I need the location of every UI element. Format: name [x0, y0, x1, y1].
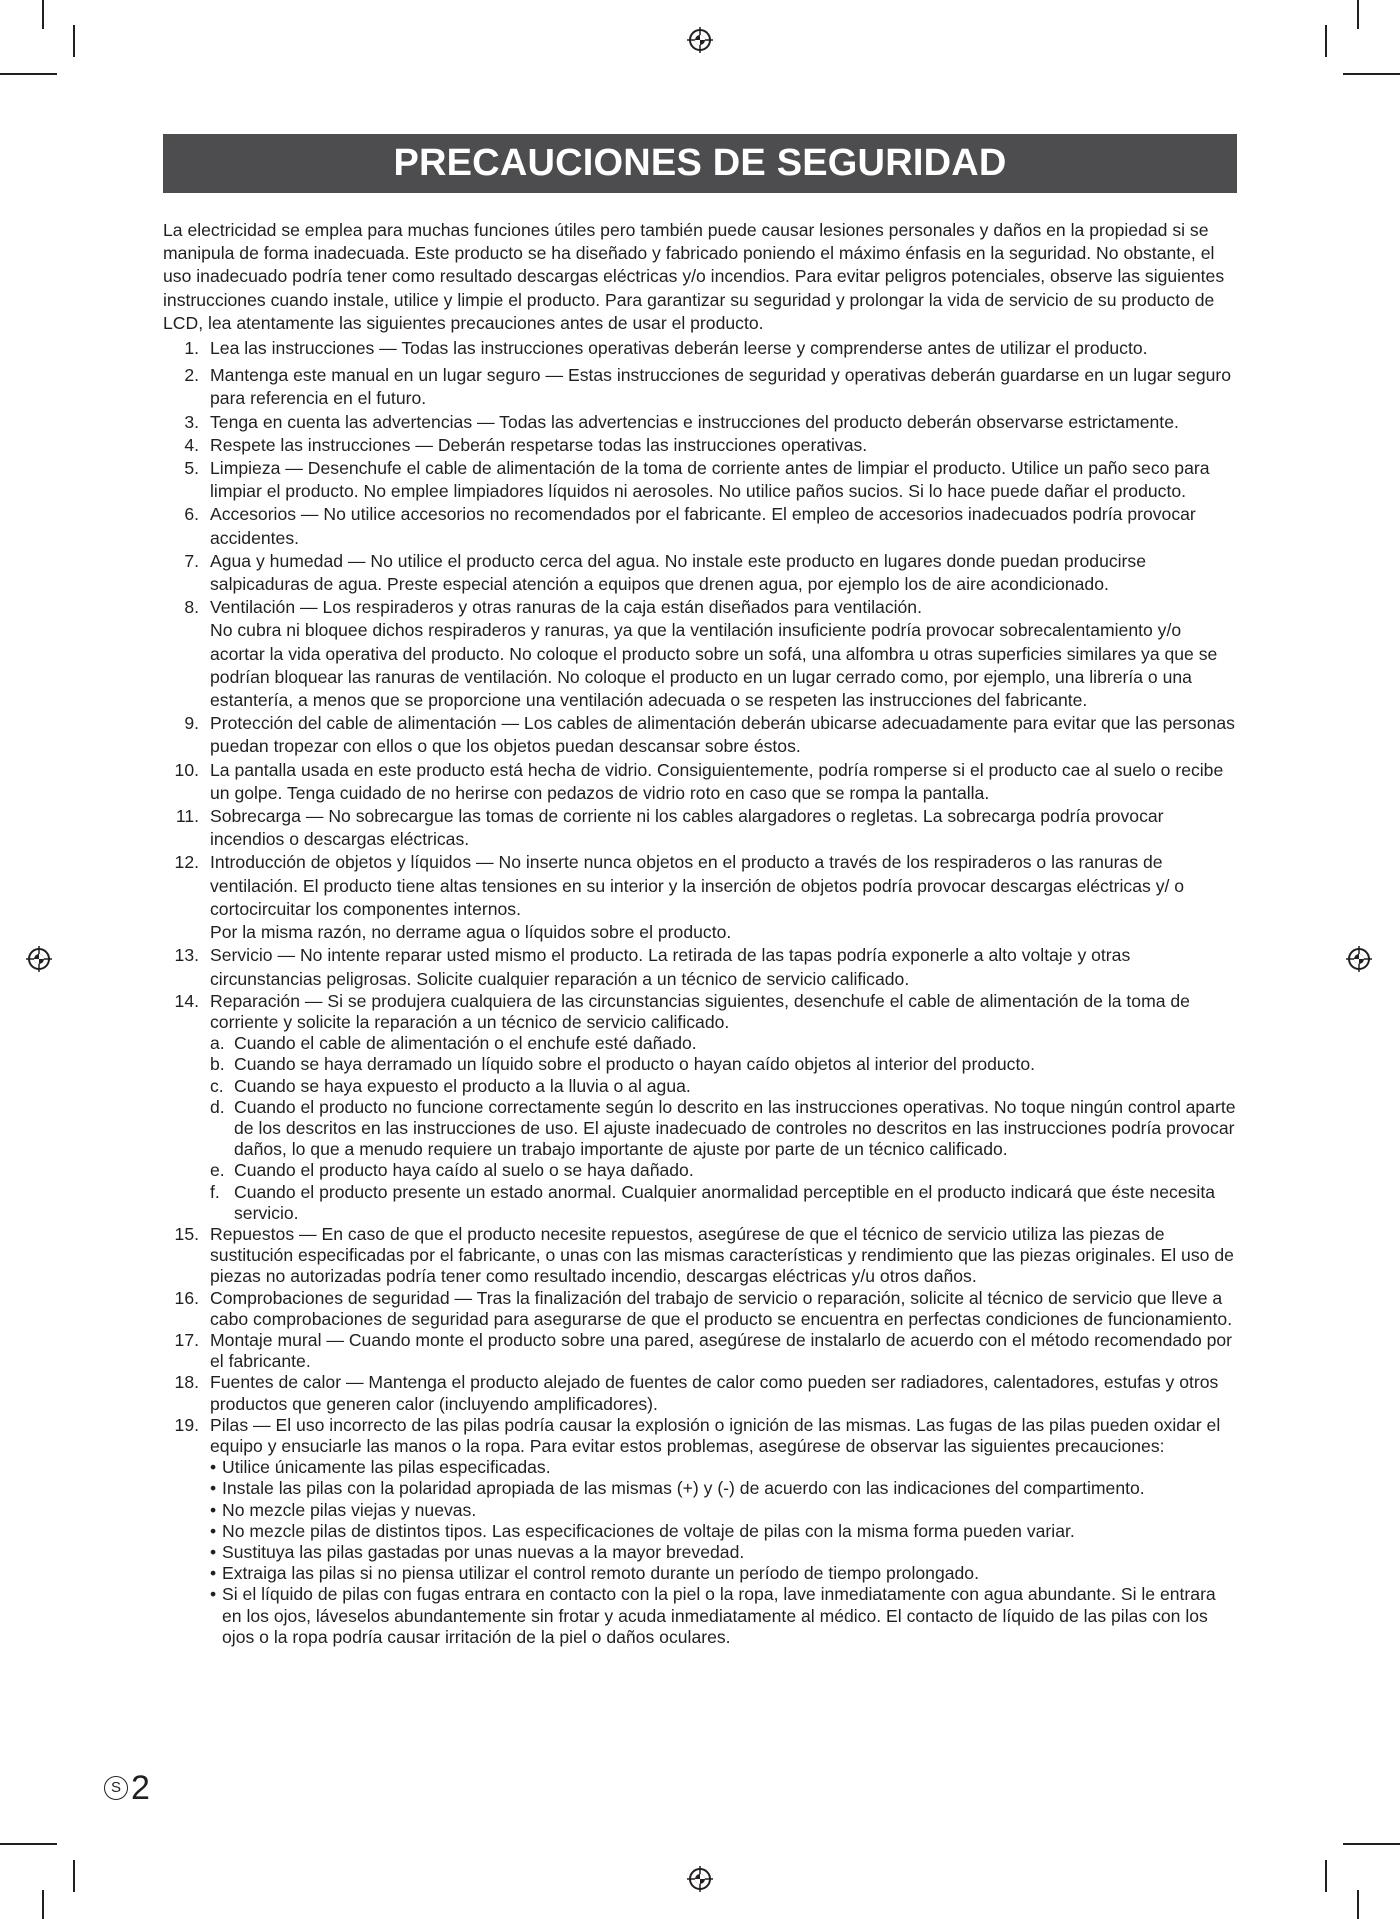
item-text-continued: No cubra ni bloquee dichos respiraderos y ranuras, ya que la ventilación insuficiente podría provocar sobrecalentamiento y/o acortar la vida operativa del producto. No coloque el producto sobre un sofá, una alfombra u otras superficies similares ya que se podrían bloquear las ranuras de ventilación. No coloque el producto en un lugar cerrado como, por ejemplo, una librería o una estantería, a menos que se proporcione una ventilación adecuada o se respeten las instrucciones del fabricante.	[210, 620, 1218, 711]
list-item	[163, 1372, 1239, 1414]
list-item	[163, 1415, 1239, 1648]
bullet-text: Si el líquido de pilas con fugas entrara en contacto con la piel o la ropa, lave inmediatamente con agua abundante. Si le entrara en los ojos, láveselos abundantemente sin frotar y acuda inmediatamente al médico. El contacto de líquido de las pilas con los ojos o la ropa podría causar irritación de la piel o daños oculares.	[222, 1584, 1216, 1647]
bullet-item	[210, 1457, 1239, 1478]
bullet-dot: •	[210, 1457, 217, 1478]
item-text: Pilas — El uso incorrecto de las pilas podría causar la explosión o ignición de las mismas. Las fugas de las pilas pueden oxidar el equipo y ensuciarle las manos o la ropa. Para evitar estos problemas, asegúrese de observar las siguientes precauciones:	[210, 1414, 1221, 1456]
sub-text: Cuando se haya derramado un líquido sobre el producto o hayan caído objetos al interior del producto.	[234, 1054, 1036, 1075]
bullet-text: Extraiga las pilas si no piensa utilizar el control remoto durante un período de tiempo prolongado.	[222, 1563, 979, 1584]
language-badge: S	[104, 1776, 128, 1800]
bullet-text: Sustituya las pilas gastadas por unas nuevas a la mayor brevedad.	[222, 1541, 745, 1562]
item-text: Agua y humedad — No utilice el producto cerca del agua. No instale este producto en lugares donde puedan producirse salpicaduras de agua. Preste especial atención a equipos que drenen agua, por ejemplo los de aire acondicionado.	[210, 550, 1146, 595]
item-number: 15.	[174, 1223, 199, 1244]
item-text: Fuentes de calor — Mantenga el producto alejado de fuentes de calor como pueden ser radiadores, calentadores, estufas y otros productos que generen calor (incluyendo amplificadores).	[210, 1372, 1219, 1414]
item-number: 3.	[184, 411, 199, 432]
bullet-dot: •	[210, 1563, 217, 1584]
item-text: Sobrecarga — No sobrecargue las tomas de corriente ni los cables alargadores o regletas. La sobrecarga podría provocar incendios o descargas eléctricas.	[210, 806, 1164, 850]
list-item	[163, 457, 1239, 503]
sub-item	[210, 1097, 1239, 1161]
crop-mark	[1357, 1890, 1359, 1919]
item-text: Introducción de objetos y líquidos — No inserte nunca objetos en el producto a través de los respiraderos o las ranuras de ventilación. El producto tiene altas tensiones en su interior y la inserción de objetos podría provocar descargas eléctricas y/ o cortocircuitar los componentes internos.	[210, 852, 1185, 919]
bullet-text: No mezcle pilas viejas y nuevas.	[222, 1499, 477, 1520]
bullet-dot: •	[210, 1478, 217, 1499]
bullet-item	[210, 1542, 1239, 1563]
item-text: Protección del cable de alimentación — Los cables de alimentación deberán ubicarse adecuadamente para evitar que las personas puedan tropezar con ellos o que los objetos puedan descansar sobre éstos.	[210, 713, 1235, 757]
sub-item	[210, 1054, 1239, 1075]
sub-letter: b.	[210, 1054, 225, 1075]
sub-item	[210, 1033, 1239, 1054]
bullet-item	[210, 1584, 1239, 1648]
bullet-dot: •	[210, 1499, 217, 1520]
bullet-dot: •	[210, 1520, 217, 1541]
list-item	[163, 550, 1239, 596]
item-text: Accesorios — No utilice accesorios no recomendados por el fabricante. El empleo de accesorios inadecuados podría provocar accidentes.	[210, 504, 1196, 548]
safety-content	[163, 219, 1239, 1648]
item-text-continued: Por la misma razón, no derrame agua o líquidos sobre el producto.	[210, 922, 732, 943]
item-number: 18.	[174, 1372, 199, 1393]
item-number: 10.	[174, 759, 199, 780]
list-item	[163, 1288, 1239, 1330]
list-item	[163, 434, 1239, 457]
item-text: Comprobaciones de seguridad — Tras la finalización del trabajo de servicio o reparación, solicite al técnico de servicio que lleve a cabo comprobaciones de seguridad para asegurarse de que el producto se encuentra en perfectas condiciones de funcionamiento.	[210, 1287, 1233, 1329]
sub-letter: f.	[210, 1181, 220, 1202]
compact-section	[163, 991, 1239, 1648]
item-text: Limpieza — Desenchufe el cable de alimentación de la toma de corriente antes de limpiar el producto. Utilice un paño seco para limpiar el producto. No emplee limpiadores líquidos ni aerosoles. No utilice paños sucios. Si lo hace puede dañar el producto.	[210, 458, 1210, 502]
sub-item	[210, 1076, 1239, 1097]
crop-mark	[1343, 1843, 1400, 1845]
item-text: Servicio — No intente reparar usted mismo el producto. La retirada de las tapas podría exponerle a alto voltaje y otras circunstancias peligrosas. Solicite cualquier reparación a un técnico de servicio calificado.	[210, 945, 1131, 989]
crop-mark	[0, 1843, 57, 1845]
bullet-text: Utilice únicamente las pilas especificadas.	[222, 1457, 551, 1478]
sub-item	[210, 1182, 1239, 1224]
item-text: Repuestos — En caso de que el producto necesite repuestos, asegúrese de que el técnico de servicio utiliza las piezas de sustitución especificadas por el fabricante, o unas con las mismas características y rendimiento que las piezas originales. El uso de piezas no autorizadas podría tener como resultado incendio, descargas eléctricas y/u otros daños.	[210, 1223, 1234, 1287]
sub-text: Cuando se haya expuesto el producto a la lluvia o al agua.	[234, 1075, 691, 1096]
item-number: 11.	[175, 806, 199, 827]
item-number: 4.	[184, 434, 199, 455]
registration-mark-icon	[687, 1866, 713, 1892]
crop-mark	[73, 1860, 75, 1892]
crop-mark	[1343, 73, 1400, 75]
crop-mark	[1325, 1860, 1327, 1892]
sub-letter: c.	[210, 1075, 224, 1096]
item-number: 19.	[174, 1414, 199, 1435]
sub-item	[210, 1160, 1239, 1181]
bullet-item	[210, 1563, 1239, 1584]
crop-mark	[1357, 0, 1359, 29]
item-number: 5.	[184, 458, 199, 479]
item-number: 12.	[174, 852, 199, 873]
bullet-item	[210, 1521, 1239, 1542]
item-text: Tenga en cuenta las advertencias — Todas las advertencias e instrucciones del producto deberán observarse estrictamente.	[210, 411, 1179, 432]
sub-text: Cuando el cable de alimentación o el enchufe esté dañado.	[234, 1033, 697, 1054]
list-item	[163, 851, 1239, 944]
list-item	[163, 364, 1239, 410]
item-text: Mantenga este manual en un lugar seguro — Estas instrucciones de seguridad y operativas deberán guardarse en un lugar seguro para referencia en el futuro.	[210, 365, 1232, 409]
item-text: Ventilación — Los respiraderos y otras ranuras de la caja están diseñados para ventilación.	[210, 597, 922, 618]
registration-mark-icon	[26, 946, 52, 972]
item-number: 7.	[184, 550, 199, 571]
sub-letter: d.	[210, 1096, 225, 1117]
crop-mark	[42, 0, 44, 29]
sub-text: Cuando el producto haya caído al suelo o se haya dañado.	[234, 1160, 694, 1181]
page-title: PRECAUCIONES DE SEGURIDAD	[163, 134, 1237, 193]
list-item	[163, 991, 1239, 1224]
sub-letter: e.	[210, 1160, 225, 1181]
registration-mark-icon	[687, 27, 713, 53]
item-number: 2.	[184, 365, 199, 386]
item-text: Reparación — Si se produjera cualquiera de las circunstancias siguientes, desenchufe el cable de alimentación de la toma de corriente y solicite la reparación a un técnico de servicio calificado.	[210, 990, 1190, 1032]
registration-mark-icon	[1346, 946, 1372, 972]
intro-paragraph: La electricidad se emplea para muchas funciones útiles pero también puede causar lesiones personales y daños en la propiedad si se manipula de forma inadecuada. Este producto se ha diseñado y fabricado poniendo el máximo énfasis en la seguridad. No obstante, el uso inadecuado podría tener como resultado descargas eléctricas y/o incendios. Para evitar peligros potenciales, observe las siguientes instrucciones cuando instale, utilice y limpie el producto. Para garantizar su seguridad y prolongar la vida de servicio de su producto de LCD, lea atentamente las siguientes precauciones antes de usar el producto.	[163, 220, 1225, 333]
list-item	[163, 337, 1239, 360]
list-item	[163, 712, 1239, 758]
item-number: 8.	[184, 597, 199, 618]
item-number: 6.	[184, 504, 199, 525]
list-item	[163, 596, 1239, 712]
bullet-text: No mezcle pilas de distintos tipos. Las especificaciones de voltaje de pilas con la misma forma pueden variar.	[222, 1520, 1075, 1541]
sub-text: Cuando el producto presente un estado anormal. Cualquier anormalidad perceptible en el producto indicará que éste necesita servicio.	[234, 1181, 1215, 1223]
item-number: 13.	[174, 945, 199, 966]
bullet-item	[210, 1478, 1239, 1499]
page-number	[104, 1770, 150, 1806]
item-text: La pantalla usada en este producto está hecha de vidrio. Consiguientemente, podría romperse si el producto cae al suelo o recibe un golpe. Tenga cuidado de no herirse con pedazos de vidrio roto en caso que se rompa la pantalla.	[210, 759, 1224, 803]
list-item	[163, 1224, 1239, 1288]
item-text: Lea las instrucciones — Todas las instrucciones operativas deberán leerse y comprenderse antes de utilizar el producto.	[210, 338, 1148, 359]
item-number: 16.	[174, 1287, 199, 1308]
item-number: 1.	[184, 338, 199, 359]
item-text: Montaje mural — Cuando monte el producto sobre una pared, asegúrese de instalarlo de acuerdo con el método recomendado por el fabricante.	[210, 1329, 1233, 1372]
item-text: Respete las instrucciones — Deberán respetarse todas las instrucciones operativas.	[210, 434, 868, 455]
list-item	[163, 805, 1239, 851]
item-number: 9.	[184, 713, 199, 734]
list-item	[163, 411, 1239, 434]
crop-mark	[1325, 25, 1327, 57]
list-item	[163, 759, 1239, 805]
bullet-dot: •	[210, 1541, 217, 1562]
crop-mark	[0, 73, 57, 75]
sub-letter: a.	[210, 1033, 225, 1054]
list-item	[163, 944, 1239, 990]
crop-mark	[73, 25, 75, 57]
crop-mark	[42, 1890, 44, 1919]
list-item	[163, 503, 1239, 549]
sub-text: Cuando el producto no funcione correctamente según lo descrito en las instrucciones operativas. No toque ningún control aparte de los descritos en las instrucciones de uso. El ajuste inadecuado de controles no descritos en las instrucciones podría provocar daños, lo que a menudo requiere un trabajo importante de ajuste por parte de un técnico calificado.	[234, 1096, 1236, 1160]
bullet-text: Instale las pilas con la polaridad apropiada de las mismas (+) y (-) de acuerdo con las indicaciones del compartimento.	[222, 1478, 1145, 1499]
precautions-list	[163, 337, 1239, 1648]
item-number: 17.	[174, 1329, 199, 1350]
page-number-value: 2	[131, 1769, 150, 1807]
item-number: 14.	[174, 990, 199, 1011]
bullet-item	[210, 1500, 1239, 1521]
bullet-dot: •	[210, 1584, 217, 1605]
list-item	[163, 1330, 1239, 1372]
